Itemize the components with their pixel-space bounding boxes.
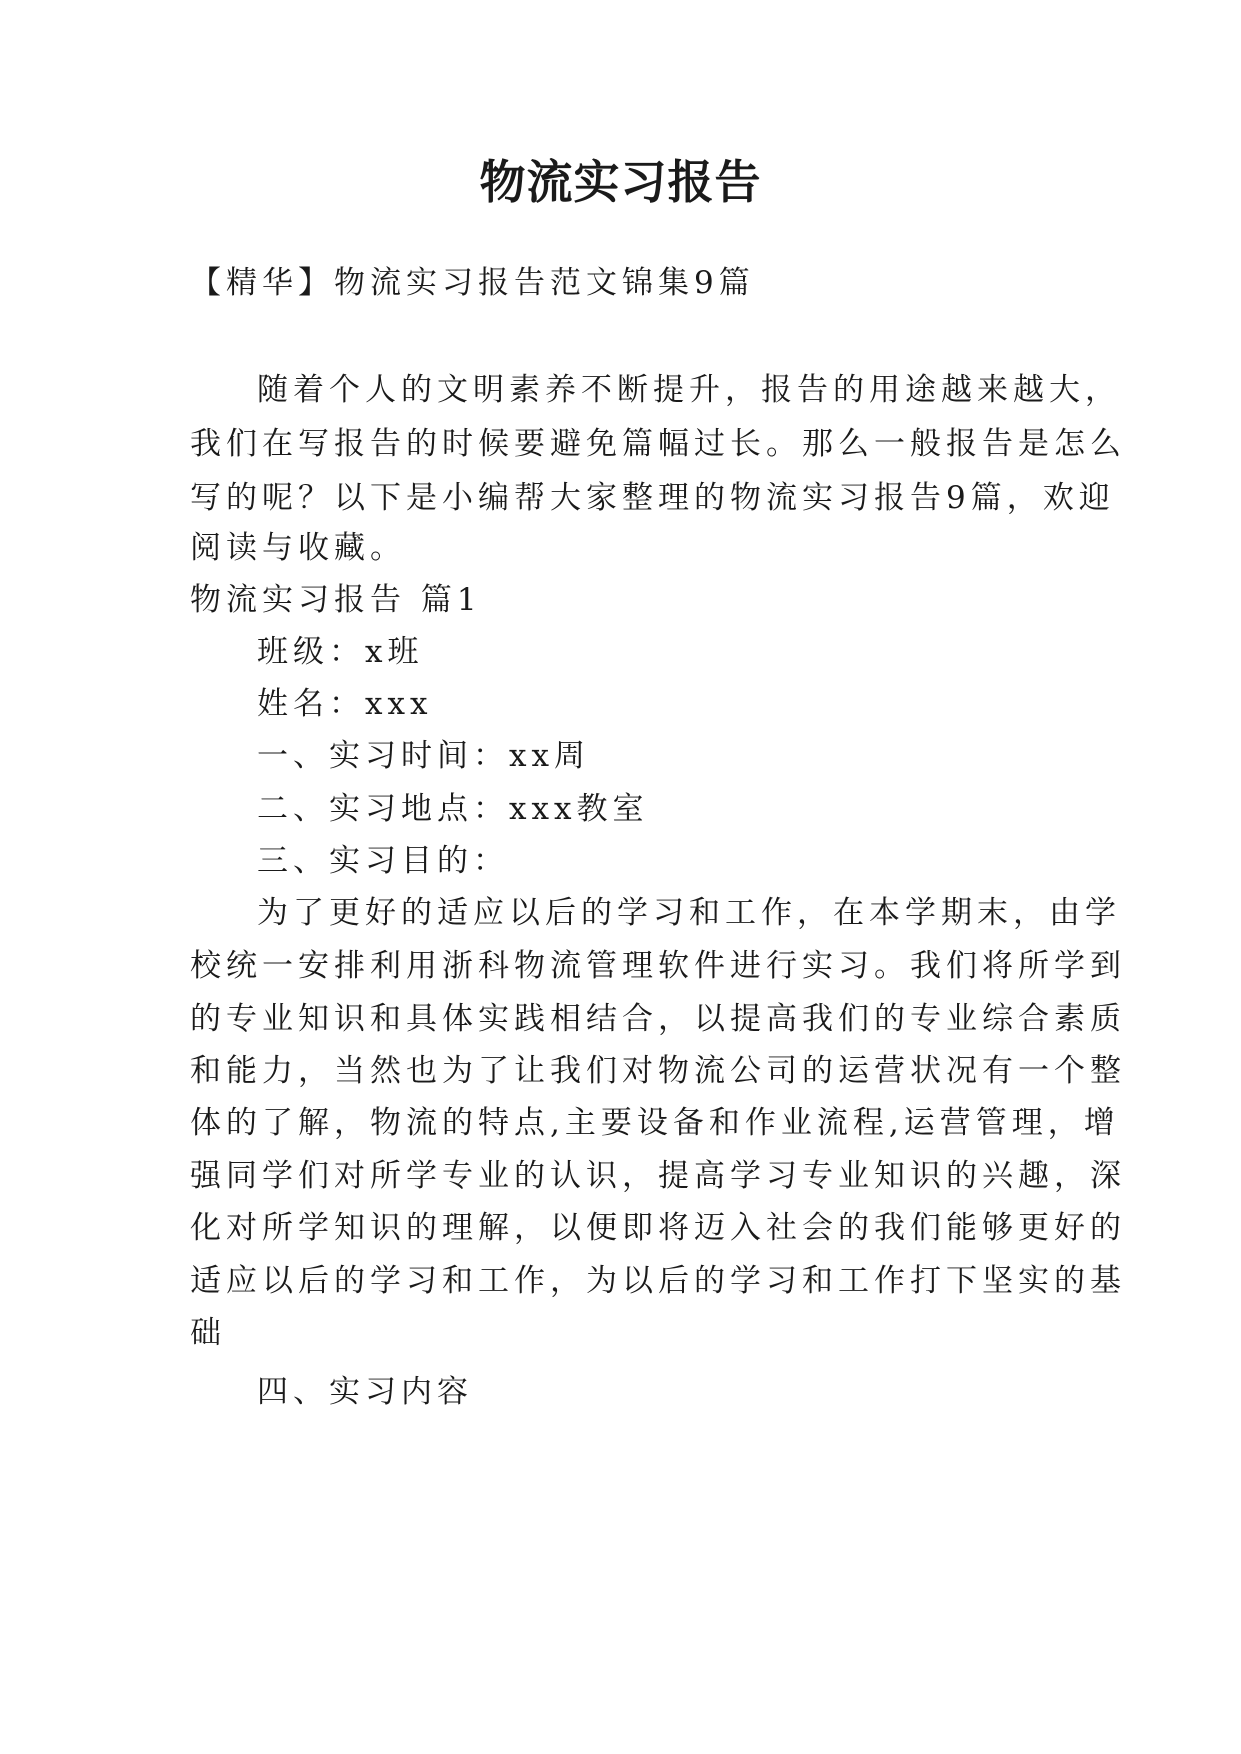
content-heading: 四、实习内容 [257,1374,473,1410]
purpose-line-1: 为了更好的适应以后的学习和工作，在本学期末，由学 [257,895,1121,931]
field-place: 二、实习地点：xxx教室 [257,791,649,827]
intro-line-2: 我们在写报告的时候要避免篇幅过长。那么一般报告是怎么 [190,426,1126,462]
purpose-heading: 三、实习目的： [257,843,509,879]
purpose-line-8: 适应以后的学习和工作，为以后的学习和工作打下坚实的基 [190,1263,1126,1299]
purpose-line-6: 强同学们对所学专业的认识，提高学习专业知识的兴趣，深 [190,1158,1126,1194]
purpose-line-5: 体的了解，物流的特点,主要设备和作业流程,运营管理，增 [190,1105,1120,1141]
purpose-line-9: 础 [190,1315,226,1351]
intro-line-4: 阅读与收藏。 [190,530,406,566]
field-class: 班级：x班 [257,634,424,670]
document-title: 物流实习报告 [479,155,762,209]
field-time: 一、实习时间：xx周 [257,738,590,774]
intro-line-3: 写的呢？以下是小编帮大家整理的物流实习报告9篇，欢迎 [190,480,1115,516]
purpose-line-2: 校统一安排利用浙科物流管理软件进行实习。我们将所学到 [190,948,1126,984]
document-subtitle: 【精华】物流实习报告范文锦集9篇 [190,265,755,301]
field-name: 姓名：xxx [257,686,433,722]
purpose-line-7: 化对所学知识的理解，以便即将迈入社会的我们能够更好的 [190,1210,1126,1246]
section-heading: 物流实习报告 篇1 [190,582,482,618]
purpose-line-3: 的专业知识和具体实践相结合，以提高我们的专业综合素质 [190,1001,1126,1037]
intro-line-1: 随着个人的文明素养不断提升，报告的用途越来越大， [257,372,1121,408]
purpose-line-4: 和能力，当然也为了让我们对物流公司的运营状况有一个整 [190,1053,1126,1089]
